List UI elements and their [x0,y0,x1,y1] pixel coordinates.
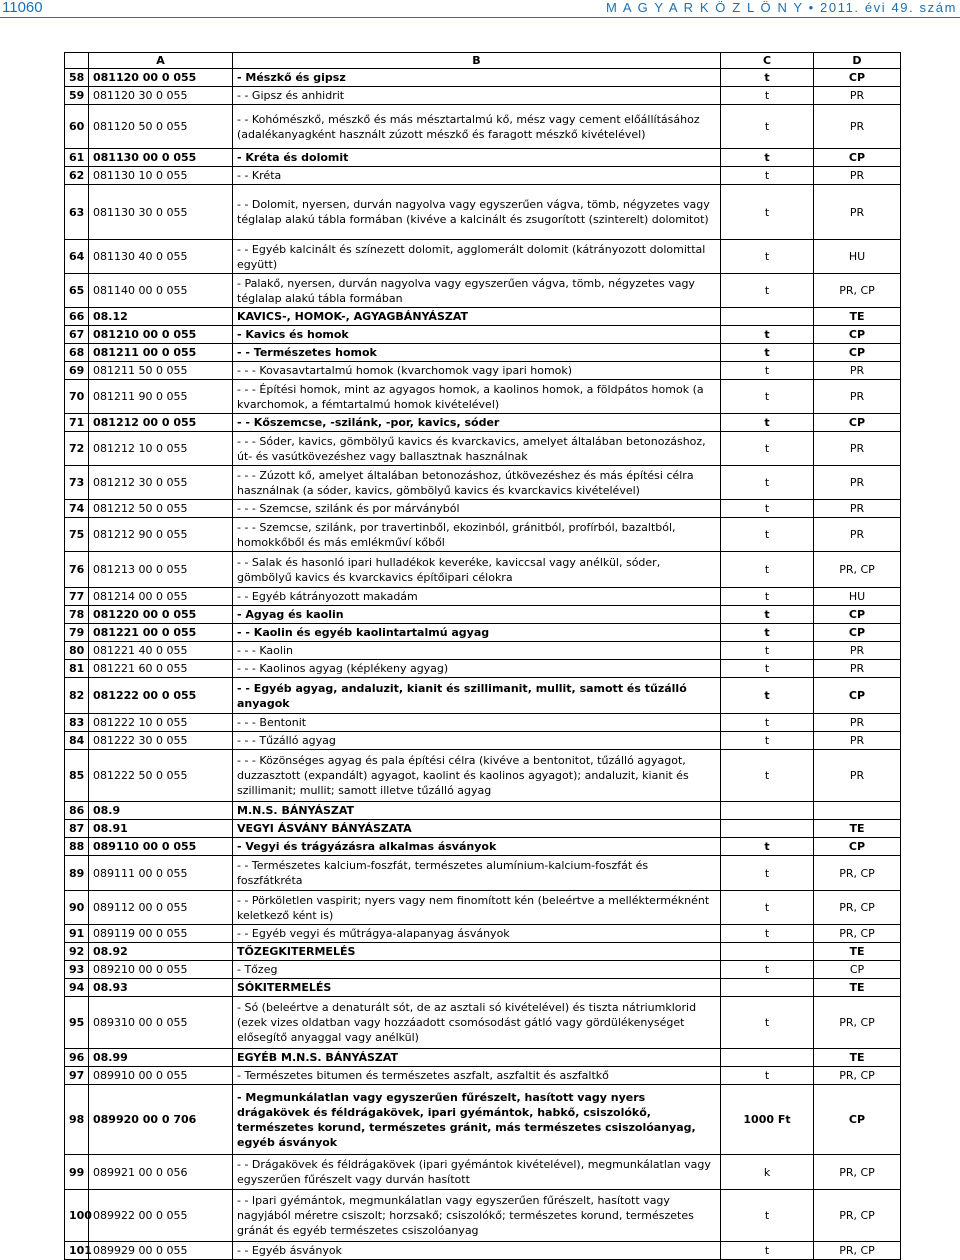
unit-cell: t [721,167,814,185]
table-row [65,185,901,240]
row-number: 93 [65,961,89,979]
table-row [65,69,901,87]
code-cell: 089910 00 0 055 [89,1067,233,1085]
row-number: 83 [65,714,89,732]
row-number: 85 [65,750,89,802]
unit-cell: t [721,660,814,678]
row-number: 75 [65,518,89,552]
description-cell: - Kavics és homok [233,326,721,344]
table-row [65,380,901,414]
table-row [65,1242,901,1260]
description-cell: VEGYI ÁSVÁNY BÁNYÁSZATA [233,820,721,838]
row-number: 95 [65,997,89,1049]
description-cell: SÓKITERMELÉS [233,979,721,997]
row-number: 82 [65,678,89,714]
unit-cell: t [721,362,814,380]
description-cell: - Kréta és dolomit [233,149,721,167]
row-number: 61 [65,149,89,167]
row-number: 69 [65,362,89,380]
code-cell: 089110 00 0 055 [89,838,233,856]
code-cell: 081221 60 0 055 [89,660,233,678]
unit-cell [721,979,814,997]
row-number: 62 [65,167,89,185]
unit-cell: t [721,344,814,362]
header-rule [0,17,960,18]
description-cell: - - Kohómészkő, mészkő és más mésztartalmú kő, mész vagy cement előállításához (adalékanyagként használt zúzott mészkő és faragott mészkő kivételével) [233,105,721,149]
code-cell: 089310 00 0 055 [89,997,233,1049]
code-cell: 08.93 [89,979,233,997]
code-cell: 081213 00 0 055 [89,552,233,588]
statistics-cell: PR, CP [814,1190,901,1242]
description-cell: - Palakő, nyersen, durván nagyolva vagy egyszerűen vágva, tömb, négyzetes vagy téglalap alakú tábla formában [233,274,721,308]
description-cell: - - - Építési homok, mint az agyagos homok, a kaolinos homok, a földpátos homok (a kvarchomok, a fémtartalmú homok kivételével) [233,380,721,414]
table-row [65,943,901,961]
code-cell: 089920 00 0 706 [89,1085,233,1155]
unit-cell: t [721,588,814,606]
code-cell: 081140 00 0 055 [89,274,233,308]
description-cell: - - Egyéb kátrányozott makadám [233,588,721,606]
table-row [65,432,901,466]
unit-cell: t [721,518,814,552]
table-row [65,678,901,714]
description-cell: - - - Bentonit [233,714,721,732]
unit-cell: 1000 Ft [721,1085,814,1155]
description-cell: - - Dolomit, nyersen, durván nagyolva vagy egyszerűen vágva, tömb, négyzetes vagy téglalap alakú tábla formában (kivéve a kalcinált és zsugorított (szinterelt) dolomitot) [233,185,721,240]
code-cell: 081120 00 0 055 [89,69,233,87]
unit-cell: t [721,1067,814,1085]
description-cell: - - Természetes kalcium-foszfát, természetes alumínium-kalcium-foszfát és foszfátkréta [233,856,721,891]
unit-cell [721,820,814,838]
row-number: 58 [65,69,89,87]
code-cell: 081212 30 0 055 [89,466,233,500]
row-number: 101 [65,1242,89,1260]
table-row [65,1067,901,1085]
table-row [65,606,901,624]
table-row [65,1085,901,1155]
row-number: 63 [65,185,89,240]
description-cell: - - Kőszemcse, -szilánk, -por, kavics, sóder [233,414,721,432]
code-cell: 081211 50 0 055 [89,362,233,380]
product-table [64,52,901,1260]
row-number: 90 [65,891,89,925]
statistics-cell: PR [814,362,901,380]
statistics-cell: PR, CP [814,552,901,588]
code-cell: 081222 10 0 055 [89,714,233,732]
table-row [65,624,901,642]
row-number: 67 [65,326,89,344]
unit-cell [721,308,814,326]
row-number: 59 [65,87,89,105]
page-number: 11060 [2,0,43,16]
code-cell: 089111 00 0 055 [89,856,233,891]
statistics-cell: CP [814,606,901,624]
unit-cell [721,1049,814,1067]
description-cell: - Természetes bitumen és természetes aszfalt, aszfaltit és aszfaltkő [233,1067,721,1085]
row-number: 100 [65,1190,89,1242]
row-number: 98 [65,1085,89,1155]
statistics-cell: TE [814,943,901,961]
table-row [65,414,901,432]
description-cell: - - Salak és hasonló ipari hulladékok keveréke, kaviccsal vagy anélkül, sóder, gömbölyű kavics és kvarckavics építőipari célokra [233,552,721,588]
row-number: 99 [65,1155,89,1190]
unit-cell: t [721,925,814,943]
row-number: 70 [65,380,89,414]
row-number: 96 [65,1049,89,1067]
statistics-cell: PR [814,380,901,414]
statistics-cell: CP [814,344,901,362]
row-number: 74 [65,500,89,518]
statistics-cell [814,802,901,820]
code-cell: 081221 40 0 055 [89,642,233,660]
statistics-cell: PR, CP [814,1155,901,1190]
description-cell: - - Egyéb kalcinált és színezett dolomit, agglomerált dolomit (kátrányozott dolomittal együtt) [233,240,721,274]
row-number: 81 [65,660,89,678]
table-row [65,838,901,856]
row-number: 68 [65,344,89,362]
description-cell: - Mészkő és gipsz [233,69,721,87]
statistics-cell: PR, CP [814,925,901,943]
unit-cell: t [721,750,814,802]
description-cell: - - - Közönséges agyag és pala építési célra (kivéve a bentonitot, tűzálló agyagot, duzzasztott (expandált) agyagot, kaolint és kaolinos agyagot); andaluzit, kianit és szillimanit; mullit; samott illetve tűzálló agyag [233,750,721,802]
statistics-cell: PR [814,466,901,500]
unit-cell: t [721,642,814,660]
description-cell: - - Gipsz és anhidrit [233,87,721,105]
table-row [65,642,901,660]
code-cell: 089929 00 0 055 [89,1242,233,1260]
row-number: 86 [65,802,89,820]
column-header-b: B [233,53,721,69]
row-number: 72 [65,432,89,466]
description-cell: - - Egyéb vegyi és műtrágya-alapanyag ásványok [233,925,721,943]
row-number: 84 [65,732,89,750]
code-cell: 081130 40 0 055 [89,240,233,274]
row-number: 78 [65,606,89,624]
column-header-row [65,53,901,69]
description-cell: - - - Kaolin [233,642,721,660]
statistics-cell: PR [814,185,901,240]
table-row [65,588,901,606]
unit-cell [721,802,814,820]
statistics-cell: PR, CP [814,274,901,308]
row-number: 73 [65,466,89,500]
unit-cell: t [721,105,814,149]
statistics-cell: PR, CP [814,1242,901,1260]
table-row [65,87,901,105]
code-cell: 081210 00 0 055 [89,326,233,344]
statistics-cell: PR [814,732,901,750]
statistics-cell: CP [814,838,901,856]
unit-cell: k [721,1155,814,1190]
description-cell: - Só (beleértve a denaturált sót, de az asztali só kivételével) és tiszta nátriumklorid (ezek vizes oldatban vagy hozzáadott csomósodást gátló vagy gördülékenységet elősegítő anyaggal vagy anélkül) [233,997,721,1049]
code-cell: 081211 00 0 055 [89,344,233,362]
code-cell: 081214 00 0 055 [89,588,233,606]
unit-cell: t [721,326,814,344]
description-cell: - - - Kaolinos agyag (képlékeny agyag) [233,660,721,678]
unit-cell: t [721,380,814,414]
table-row [65,820,901,838]
unit-cell [721,943,814,961]
row-number: 94 [65,979,89,997]
table-row [65,925,901,943]
description-cell: - Vegyi és trágyázásra alkalmas ásványok [233,838,721,856]
table-row [65,149,901,167]
description-cell: - - - Sóder, kavics, gömbölyű kavics és kvarckavics, amelyet általában betonozáshoz, út- és vasútkövezéshez vagy ballasztnak használnak [233,432,721,466]
description-cell: - - - Kovasavtartalmú homok (kvarchomok vagy ipari homok) [233,362,721,380]
table-row [65,240,901,274]
code-cell: 081212 00 0 055 [89,414,233,432]
statistics-cell: CP [814,149,901,167]
description-cell: - - Kréta [233,167,721,185]
code-cell: 089922 00 0 055 [89,1190,233,1242]
statistics-cell: PR, CP [814,856,901,891]
row-number: 66 [65,308,89,326]
table-row [65,891,901,925]
description-cell: - Megmunkálatlan vagy egyszerűen fűrészelt, hasított vagy nyers drágakövek és féldrágakövek, ipari gyémántok, habkő, csiszolókő, természetes korund, természetes gránit, más természetes csiszolóanyag, egyéb ásványok [233,1085,721,1155]
description-cell: - - Pörköletlen vaspirit; nyers vagy nem finomított kén (beleértve a mellékterméknént keletkező ként is) [233,891,721,925]
statistics-cell: CP [814,1085,901,1155]
description-cell: EGYÉB M.N.S. BÁNYÁSZAT [233,1049,721,1067]
table-row [65,518,901,552]
statistics-cell: TE [814,820,901,838]
table-row [65,1049,901,1067]
code-cell: 081212 90 0 055 [89,518,233,552]
unit-cell: t [721,432,814,466]
description-cell: KAVICS-, HOMOK-, AGYAGBÁNYÁSZAT [233,308,721,326]
statistics-cell: CP [814,69,901,87]
row-number: 65 [65,274,89,308]
statistics-cell: HU [814,240,901,274]
column-header-rownum [65,53,89,69]
row-number: 87 [65,820,89,838]
column-header-d: D [814,53,901,69]
code-cell: 081130 00 0 055 [89,149,233,167]
statistics-cell: TE [814,308,901,326]
unit-cell: t [721,678,814,714]
statistics-cell: PR, CP [814,1067,901,1085]
code-cell: 081130 10 0 055 [89,167,233,185]
description-cell: - - Egyéb ásványok [233,1242,721,1260]
row-number: 64 [65,240,89,274]
unit-cell: t [721,414,814,432]
description-cell: - Tőzeg [233,961,721,979]
statistics-cell: PR, CP [814,891,901,925]
code-cell: 08.92 [89,943,233,961]
code-cell: 081130 30 0 055 [89,185,233,240]
table-row [65,344,901,362]
description-cell: - - - Zúzott kő, amelyet általában betonozáshoz, útkövezéshez és más építési célra használnak (a sóder, kavics, gömbölyű kavics és kvarckavics kivételével) [233,466,721,500]
statistics-cell: PR [814,167,901,185]
unit-cell: t [721,466,814,500]
code-cell: 089119 00 0 055 [89,925,233,943]
unit-cell: t [721,961,814,979]
table-row [65,362,901,380]
unit-cell: t [721,185,814,240]
code-cell: 081222 30 0 055 [89,732,233,750]
unit-cell: t [721,240,814,274]
code-cell: 089921 00 0 056 [89,1155,233,1190]
table-row [65,466,901,500]
description-cell: - - Kaolin és egyéb kaolintartalmú agyag [233,624,721,642]
row-number: 97 [65,1067,89,1085]
description-cell: - - Egyéb agyag, andaluzit, kianit és szillimanit, mullit, samott és tűzálló anyagok [233,678,721,714]
statistics-cell: PR [814,714,901,732]
unit-cell: t [721,624,814,642]
column-header-a: A [89,53,233,69]
code-cell: 089112 00 0 055 [89,891,233,925]
masthead: M A G Y A R K Ö Z L Ö N Y • 2011. évi 49. szám [605,0,957,15]
statistics-cell: CP [814,961,901,979]
table-row [65,326,901,344]
table-row [65,1190,901,1242]
table-row [65,856,901,891]
statistics-cell: PR [814,660,901,678]
statistics-cell: PR [814,642,901,660]
unit-cell: t [721,856,814,891]
statistics-cell: PR [814,500,901,518]
row-number: 89 [65,856,89,891]
row-number: 80 [65,642,89,660]
column-header-c: C [721,53,814,69]
statistics-cell: CP [814,414,901,432]
row-number: 88 [65,838,89,856]
unit-cell: t [721,714,814,732]
unit-cell: t [721,997,814,1049]
statistics-cell: PR [814,87,901,105]
description-cell: - - Drágakövek és féldrágakövek (ipari gyémántok kivételével), megmunkálatlan vagy egyszerűen fűrészelt vagy durván hasított [233,1155,721,1190]
table-row [65,750,901,802]
table-row [65,552,901,588]
description-cell: - - - Tűzálló agyag [233,732,721,750]
unit-cell: t [721,891,814,925]
table-row [65,105,901,149]
description-cell: M.N.S. BÁNYÁSZAT [233,802,721,820]
unit-cell: t [721,732,814,750]
statistics-cell: TE [814,979,901,997]
table-row [65,167,901,185]
code-cell: 081211 90 0 055 [89,380,233,414]
unit-cell: t [721,500,814,518]
code-cell: 081222 50 0 055 [89,750,233,802]
statistics-cell: CP [814,624,901,642]
row-number: 92 [65,943,89,961]
unit-cell: t [721,1242,814,1260]
statistics-cell: PR, CP [814,997,901,1049]
statistics-cell: HU [814,588,901,606]
unit-cell: t [721,87,814,105]
row-number: 71 [65,414,89,432]
table-row [65,1155,901,1190]
description-cell: - - - Szemcse, szilánk és por márványból [233,500,721,518]
code-cell: 081220 00 0 055 [89,606,233,624]
row-number: 79 [65,624,89,642]
statistics-cell: PR [814,432,901,466]
unit-cell: t [721,274,814,308]
description-cell: - Agyag és kaolin [233,606,721,624]
page-header [0,0,960,16]
table-row [65,979,901,997]
table-row [65,660,901,678]
table-row [65,961,901,979]
statistics-cell: PR [814,105,901,149]
code-cell: 08.91 [89,820,233,838]
code-cell: 081221 00 0 055 [89,624,233,642]
table-body [65,69,901,1260]
row-number: 77 [65,588,89,606]
code-cell: 081212 50 0 055 [89,500,233,518]
code-cell: 081120 30 0 055 [89,87,233,105]
description-cell: - - Ipari gyémántok, megmunkálatlan vagy egyszerűen fűrészelt, hasított vagy nagyjából méretre csiszolt; horzsakő; csiszolókő; természetes korund, természetes gránát és egyéb természetes csiszolóanyag [233,1190,721,1242]
table-row [65,732,901,750]
table-row [65,997,901,1049]
table-row [65,500,901,518]
table-row [65,274,901,308]
code-cell: 081222 00 0 055 [89,678,233,714]
description-cell: - - - Szemcse, szilánk, por travertinből, ekozinból, gránitból, profírból, bazaltból, homokkőből és más emlékműví kőből [233,518,721,552]
code-cell: 081120 50 0 055 [89,105,233,149]
unit-cell: t [721,1190,814,1242]
unit-cell: t [721,149,814,167]
unit-cell: t [721,552,814,588]
statistics-cell: PR [814,518,901,552]
code-cell: 081212 10 0 055 [89,432,233,466]
table-row [65,308,901,326]
table-row [65,714,901,732]
unit-cell: t [721,69,814,87]
table-row [65,802,901,820]
statistics-cell: CP [814,678,901,714]
unit-cell: t [721,838,814,856]
code-cell: 089210 00 0 055 [89,961,233,979]
row-number: 76 [65,552,89,588]
statistics-cell: PR [814,750,901,802]
row-number: 60 [65,105,89,149]
code-cell: 08.12 [89,308,233,326]
code-cell: 08.99 [89,1049,233,1067]
description-cell: - - Természetes homok [233,344,721,362]
statistics-cell: TE [814,1049,901,1067]
unit-cell: t [721,606,814,624]
statistics-cell: CP [814,326,901,344]
description-cell: TŐZEGKITERMELÉS [233,943,721,961]
row-number: 91 [65,925,89,943]
code-cell: 08.9 [89,802,233,820]
